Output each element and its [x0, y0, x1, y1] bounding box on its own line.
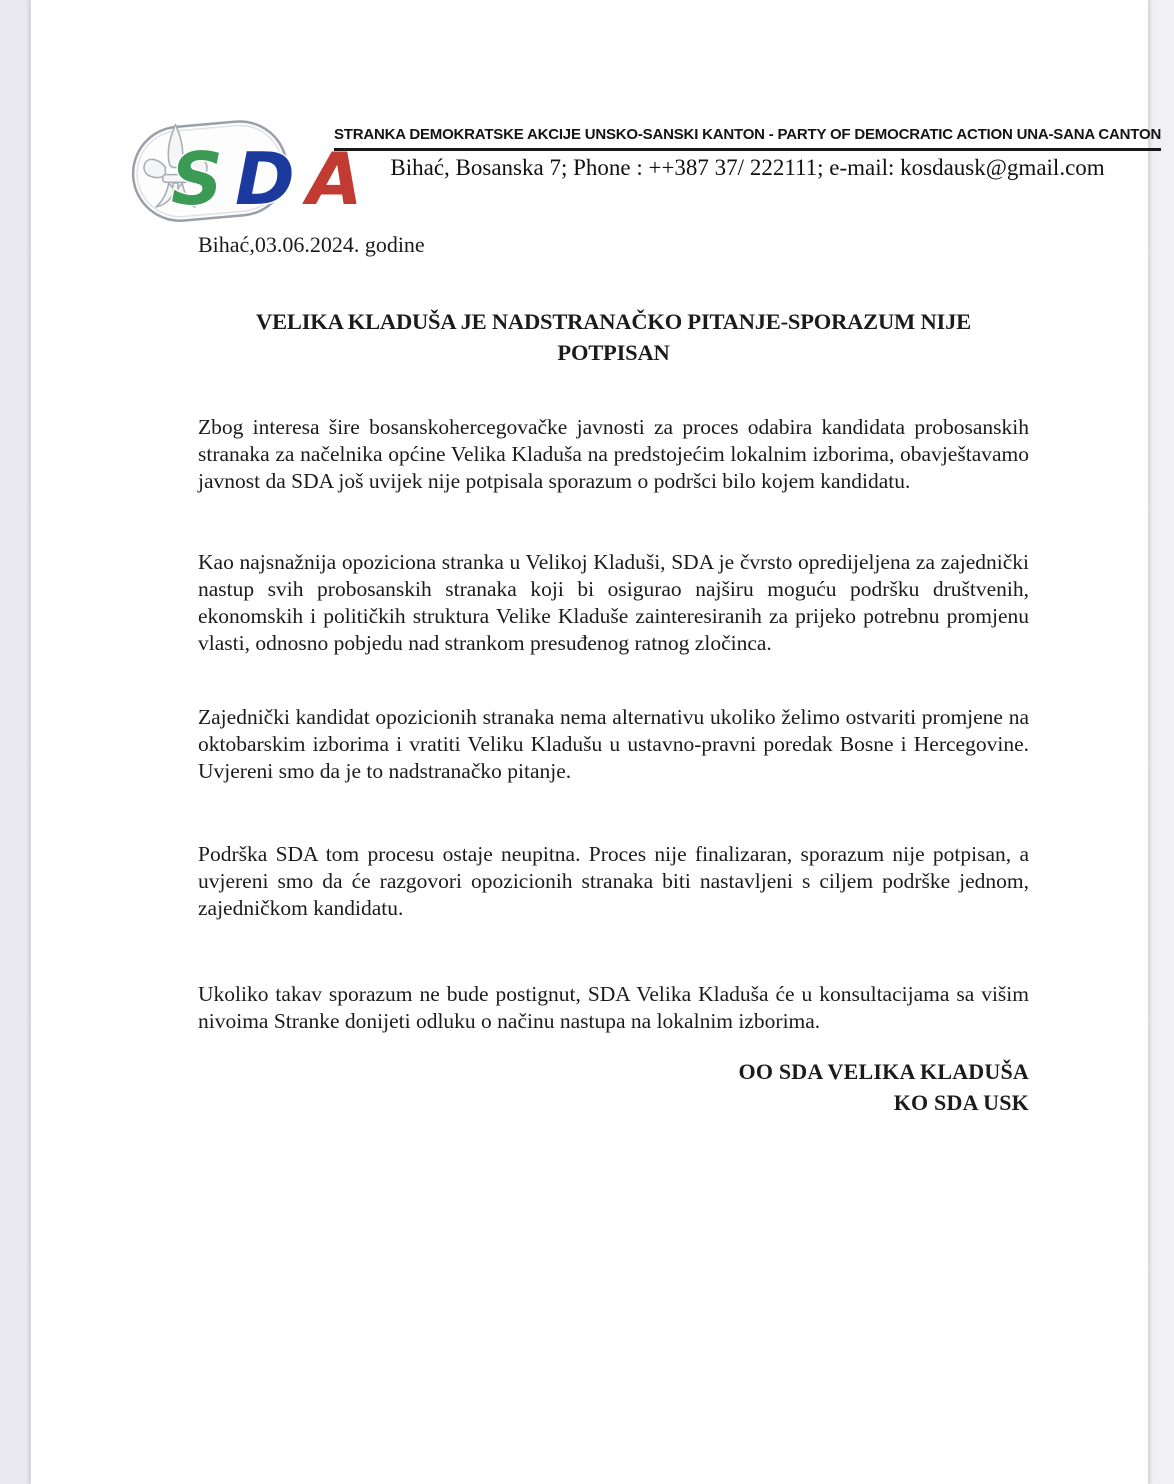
signature-line1: OO SDA VELIKA KLADUŠA [738, 1059, 1029, 1084]
paragraph-4: Podrška SDA tom procesu ostaje neupitna. Proces nije finalizaran, sporazum nije potpisan, a uvjereni smo da će razgovori opozicionih stranaka biti nastavljeni s ciljem podrške jednom, zajedničkom kandidatu. [198, 842, 1029, 920]
document-title-line2: POTPISAN [557, 340, 670, 365]
sda-logo [131, 110, 358, 235]
sda-logo-graphic [131, 110, 358, 235]
document-title-line1: VELIKA KLADUŠA JE NADSTRANAČKO PITANJE-SPORAZUM NIJE [256, 309, 971, 334]
address-contact-line: Bihać, Bosanska 7; Phone : ++387 37/ 222111; e-mail: kosdausk@gmail.com [390, 155, 1105, 180]
paragraph-1: Zbog interesa šire bosanskohercegovačke javnosti za proces odabira kandidata probosanskih stranaka za načelnika općine Velika Kladuša na predstojećim lokalnim izborima, obavještavamo javnost da SDA još uvijek nije potpisala sporazum o podršci bilo kojem kandidatu. [198, 415, 1029, 493]
paragraph-5: Ukoliko takav sporazum ne bude postignut, SDA Velika Kladuša će u konsultacijama sa višim nivoima Stranke donijeti odluku o načinu nastupa na lokalnim izborima. [198, 982, 1029, 1033]
signature-line2: KO SDA USK [893, 1090, 1029, 1115]
document-title [198, 306, 1029, 368]
signature-block [198, 1056, 1029, 1118]
date-line: Bihać,03.06.2024. godine [198, 232, 425, 257]
paragraph-3: Zajednički kandidat opozicionih stranaka nema alternativu ukoliko želimo ostvariti promjene na oktobarskim izborima i vratiti Veliku Kladušu u ustavno-pravni poredak Bosne i Hercegovine. Uvjereni smo da je to nadstranačko pitanje. [198, 705, 1029, 783]
logo-letters [171, 137, 358, 221]
letterhead [131, 110, 1162, 235]
document-page [30, 0, 1162, 1484]
logo-letter-a: A [306, 137, 358, 221]
letterhead-text [334, 110, 1161, 181]
organization-name: STRANKA DEMOKRATSKE AKCIJE UNSKO-SANSKI KANTON - PARTY OF DEMOCRATIC ACTION UNA-SANA CANTON [334, 126, 1161, 151]
logo-letter-s: S [171, 137, 218, 221]
paragraph-2: Kao najsnažnija opoziciona stranka u Velikoj Kladuši, SDA je čvrsto opredijeljena za zajednički nastup svih probosanskih stranaka koji bi osigurao najširu moguću podršku društvenih, ekonomskih i političkih struktura Velike Kladuše zainteresiranih za prijeko potrebnu promjenu vlasti, odnosno pobjedu nad strankom presuđenog ratnog zločinca. [198, 550, 1029, 655]
logo-letter-d: D [234, 137, 290, 221]
